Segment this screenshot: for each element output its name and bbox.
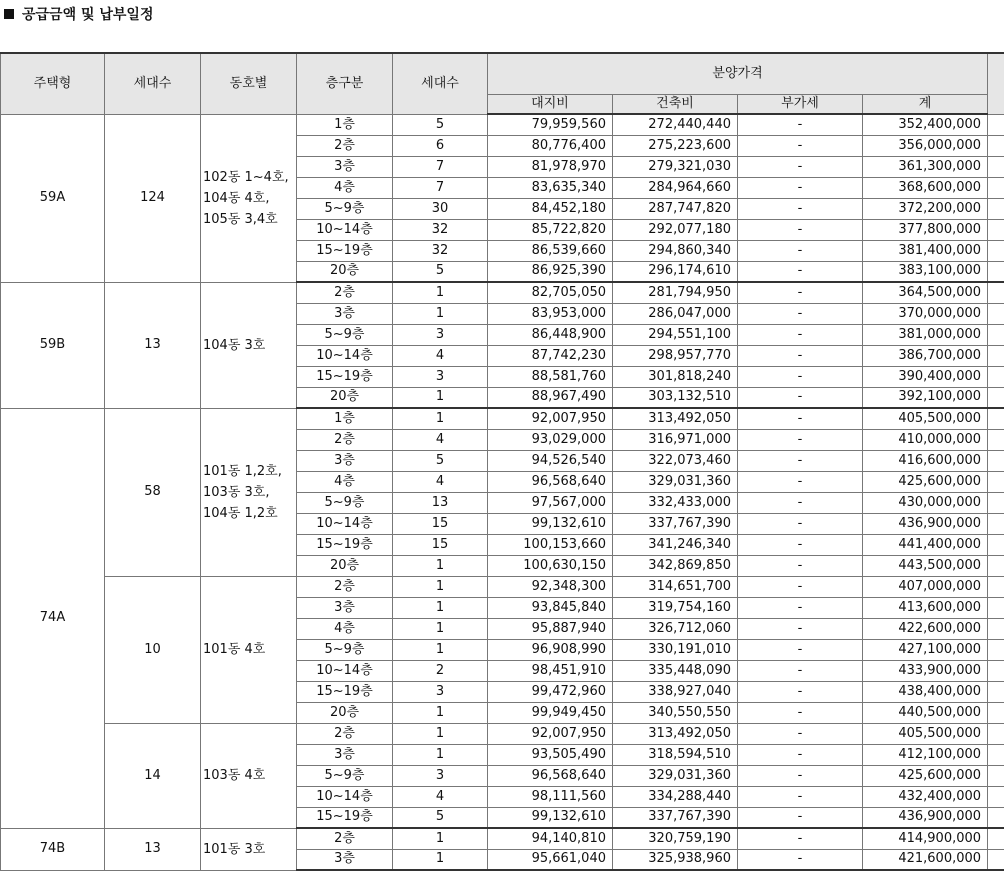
cell-cut-off [988,723,1004,744]
cell-cut-off [988,387,1004,408]
cell-cut-off [988,492,1004,513]
cell-total: 390,400,000 [863,366,988,387]
cell-land: 94,526,540 [488,450,613,471]
cell-land: 100,153,660 [488,534,613,555]
cell-land: 99,472,960 [488,681,613,702]
cell-floor: 2층 [297,135,393,156]
cell-total: 386,700,000 [863,345,988,366]
cell-cut-off [988,597,1004,618]
cell-cut-off [988,429,1004,450]
cell-cut-off [988,849,1004,870]
cell-vat: - [738,786,863,807]
cell-total: 405,500,000 [863,408,988,429]
table-row [1,282,1004,303]
cell-floor-units: 2 [393,660,488,681]
cell-floor: 15~19층 [297,240,393,261]
cell-building: 286,047,000 [613,303,738,324]
cell-floor-units: 15 [393,513,488,534]
cell-total: 381,000,000 [863,324,988,345]
cell-land: 87,742,230 [488,345,613,366]
table-row [1,408,1004,429]
cell-floor: 5~9층 [297,198,393,219]
cell-cut-off [988,177,1004,198]
cell-cut-off [988,324,1004,345]
cell-cut-off [988,555,1004,576]
cell-land: 92,007,950 [488,723,613,744]
cell-building: 287,747,820 [613,198,738,219]
cell-vat: - [738,135,863,156]
cell-floor-units: 4 [393,471,488,492]
cell-building: 318,594,510 [613,744,738,765]
cell-land: 93,029,000 [488,429,613,450]
cell-total: 372,200,000 [863,198,988,219]
cell-floor-units: 5 [393,450,488,471]
cell-floor: 15~19층 [297,807,393,828]
cell-floor: 3층 [297,849,393,870]
cell-floor-units: 30 [393,198,488,219]
cell-floor-units: 1 [393,597,488,618]
cell-floor: 3층 [297,597,393,618]
cell-vat: - [738,303,863,324]
cell-vat: - [738,387,863,408]
cell-floor: 3층 [297,303,393,324]
cell-land: 98,451,910 [488,660,613,681]
cell-cut-off [988,156,1004,177]
cell-building: 313,492,050 [613,408,738,429]
cell-type: 59B [1,282,105,408]
cell-land: 95,887,940 [488,618,613,639]
cell-vat: - [738,534,863,555]
cell-cut-off [988,744,1004,765]
cell-floor: 1층 [297,114,393,135]
cell-type: 59A [1,114,105,282]
cell-land: 81,978,970 [488,156,613,177]
price-table-body [1,114,1004,870]
cell-land: 79,959,560 [488,114,613,135]
cell-total: 370,000,000 [863,303,988,324]
cell-total: 432,400,000 [863,786,988,807]
cell-dong-ho: 101동 4호 [201,576,297,723]
cell-vat: - [738,513,863,534]
cell-vat: - [738,240,863,261]
cell-vat: - [738,345,863,366]
cell-floor-units: 4 [393,429,488,450]
section-title-text: 공급금액 및 납부일정 [22,7,154,23]
cell-floor-units: 5 [393,114,488,135]
cell-vat: - [738,156,863,177]
cell-floor: 4층 [297,177,393,198]
header-floor-units: 세대수 [393,53,488,114]
cell-land: 100,630,150 [488,555,613,576]
cell-floor: 20층 [297,702,393,723]
cell-vat: - [738,429,863,450]
cell-land: 86,925,390 [488,261,613,282]
cell-building: 341,246,340 [613,534,738,555]
cell-land: 99,132,610 [488,513,613,534]
cell-cut-off [988,450,1004,471]
cell-vat: - [738,282,863,303]
cell-floor-units: 4 [393,345,488,366]
cell-land: 80,776,400 [488,135,613,156]
cell-building: 320,759,190 [613,828,738,849]
cell-cut-off [988,618,1004,639]
cell-land: 98,111,560 [488,786,613,807]
cell-total: 407,000,000 [863,576,988,597]
header-floor: 층구분 [297,53,393,114]
cell-floor-units: 3 [393,681,488,702]
cell-total: 438,400,000 [863,681,988,702]
cell-land: 97,567,000 [488,492,613,513]
cell-building: 319,754,160 [613,597,738,618]
table-row [1,723,1004,744]
cell-floor-units: 5 [393,261,488,282]
cell-total: 410,000,000 [863,429,988,450]
cell-floor: 10~14층 [297,345,393,366]
cell-floor: 20층 [297,261,393,282]
cell-floor-units: 3 [393,765,488,786]
cell-floor-units: 3 [393,366,488,387]
cell-total: 436,900,000 [863,807,988,828]
cell-land: 83,953,000 [488,303,613,324]
cell-cut-off [988,261,1004,282]
cell-floor-units: 1 [393,387,488,408]
cell-cut-off [988,534,1004,555]
cell-vat: - [738,618,863,639]
cell-land: 84,452,180 [488,198,613,219]
cell-total: 433,900,000 [863,660,988,681]
cell-floor: 20층 [297,387,393,408]
cell-floor-units: 1 [393,639,488,660]
cell-building: 298,957,770 [613,345,738,366]
cell-building: 303,132,510 [613,387,738,408]
cell-floor-units: 1 [393,744,488,765]
cell-total: 441,400,000 [863,534,988,555]
cell-vat: - [738,198,863,219]
cell-total: 381,400,000 [863,240,988,261]
cell-land: 88,581,760 [488,366,613,387]
cell-cut-off [988,471,1004,492]
cell-floor: 2층 [297,828,393,849]
price-table-container [0,52,1004,878]
cell-total: 356,000,000 [863,135,988,156]
square-bullet-icon [4,9,14,19]
cell-floor-units: 32 [393,240,488,261]
cell-vat: - [738,177,863,198]
cell-land: 99,132,610 [488,807,613,828]
cell-land: 93,845,840 [488,597,613,618]
cell-vat: - [738,555,863,576]
cell-building: 326,712,060 [613,618,738,639]
cell-land: 96,568,640 [488,471,613,492]
cell-total: 425,600,000 [863,765,988,786]
cell-building: 284,964,660 [613,177,738,198]
cell-building: 337,767,390 [613,513,738,534]
cell-vat: - [738,219,863,240]
cell-total: 416,600,000 [863,450,988,471]
cell-total: 427,100,000 [863,639,988,660]
cell-floor-units: 1 [393,828,488,849]
cell-vat: - [738,597,863,618]
section-title [4,4,153,24]
cell-total: 361,300,000 [863,156,988,177]
cell-building: 272,440,440 [613,114,738,135]
cell-vat: - [738,576,863,597]
cell-cut-off [988,282,1004,303]
cell-vat: - [738,681,863,702]
cell-land: 83,635,340 [488,177,613,198]
cell-floor-units: 1 [393,303,488,324]
cell-building: 294,860,340 [613,240,738,261]
cell-cut-off [988,513,1004,534]
cell-vat: - [738,807,863,828]
header-dong-ho: 동호별 [201,53,297,114]
cell-floor: 4층 [297,618,393,639]
cell-total: 440,500,000 [863,702,988,723]
cell-building: 313,492,050 [613,723,738,744]
cell-floor: 3층 [297,744,393,765]
header-vat: 부가세 [738,94,863,114]
cell-building: 332,433,000 [613,492,738,513]
cell-total: 377,800,000 [863,219,988,240]
cell-building: 314,651,700 [613,576,738,597]
cell-floor: 2층 [297,282,393,303]
cell-floor: 5~9층 [297,639,393,660]
cell-cut-off [988,240,1004,261]
cell-cut-off [988,114,1004,135]
cell-floor-units: 1 [393,723,488,744]
header-building: 건축비 [613,94,738,114]
cell-dong-ho: 101동 3호 [201,828,297,870]
cell-vat: - [738,366,863,387]
cell-cut-off [988,660,1004,681]
cell-vat: - [738,765,863,786]
cell-floor: 5~9층 [297,765,393,786]
cell-land: 85,722,820 [488,219,613,240]
cell-cut-off [988,576,1004,597]
cell-floor-units: 7 [393,177,488,198]
header-price-group: 분양가격 [488,53,988,94]
cell-floor-units: 5 [393,807,488,828]
cell-building: 335,448,090 [613,660,738,681]
cell-vat: - [738,702,863,723]
cell-floor: 15~19층 [297,534,393,555]
cell-total: 392,100,000 [863,387,988,408]
cell-type: 74A [1,408,105,828]
cell-total: 430,000,000 [863,492,988,513]
cell-building: 330,191,010 [613,639,738,660]
cell-floor: 15~19층 [297,366,393,387]
cell-floor-units: 1 [393,282,488,303]
table-row [1,114,1004,135]
cell-land: 94,140,810 [488,828,613,849]
cell-cut-off [988,219,1004,240]
table-row [1,828,1004,849]
cell-cut-off [988,786,1004,807]
cell-units: 124 [105,114,201,282]
price-table [0,52,1004,871]
cell-units: 10 [105,576,201,723]
cell-land: 92,007,950 [488,408,613,429]
cell-vat: - [738,723,863,744]
cell-cut-off [988,681,1004,702]
cell-total: 412,100,000 [863,744,988,765]
cell-vat: - [738,450,863,471]
cell-type: 74B [1,828,105,870]
cell-units: 14 [105,723,201,828]
cell-floor-units: 6 [393,135,488,156]
cell-land: 96,908,990 [488,639,613,660]
cell-cut-off [988,135,1004,156]
cell-vat: - [738,744,863,765]
cell-vat: - [738,492,863,513]
cell-total: 383,100,000 [863,261,988,282]
cell-vat: - [738,261,863,282]
cell-cut-off [988,408,1004,429]
cell-floor: 2층 [297,576,393,597]
cell-dong-ho: 101동 1,2호, 103동 3호, 104동 1,2호 [201,408,297,576]
cell-dong-ho: 104동 3호 [201,282,297,408]
cell-building: 342,869,850 [613,555,738,576]
cell-total: 414,900,000 [863,828,988,849]
cell-floor: 3층 [297,156,393,177]
cell-building: 316,971,000 [613,429,738,450]
cell-land: 96,568,640 [488,765,613,786]
cell-building: 322,073,460 [613,450,738,471]
cell-floor: 2층 [297,723,393,744]
cell-floor: 10~14층 [297,786,393,807]
header-type: 주택형 [1,53,105,114]
cell-building: 294,551,100 [613,324,738,345]
cell-building: 334,288,440 [613,786,738,807]
cell-cut-off [988,807,1004,828]
cell-vat: - [738,828,863,849]
cell-cut-off [988,702,1004,723]
cell-total: 352,400,000 [863,114,988,135]
cell-building: 325,938,960 [613,849,738,870]
cell-building: 340,550,550 [613,702,738,723]
cell-floor-units: 7 [393,156,488,177]
cell-land: 86,448,900 [488,324,613,345]
cell-floor-units: 4 [393,786,488,807]
cell-total: 436,900,000 [863,513,988,534]
cell-building: 292,077,180 [613,219,738,240]
cell-total: 364,500,000 [863,282,988,303]
cell-floor-units: 15 [393,534,488,555]
cell-floor-units: 3 [393,324,488,345]
cell-vat: - [738,114,863,135]
cell-dong-ho: 103동 4호 [201,723,297,828]
cell-units: 13 [105,828,201,870]
cell-land: 86,539,660 [488,240,613,261]
cell-floor: 4층 [297,471,393,492]
cell-total: 413,600,000 [863,597,988,618]
cell-cut-off [988,765,1004,786]
cell-floor: 5~9층 [297,492,393,513]
cell-cut-off [988,303,1004,324]
cell-building: 329,031,360 [613,765,738,786]
cell-floor-units: 32 [393,219,488,240]
cell-floor: 15~19층 [297,681,393,702]
cell-floor: 10~14층 [297,219,393,240]
cell-total: 421,600,000 [863,849,988,870]
cell-cut-off [988,366,1004,387]
cell-floor-units: 1 [393,555,488,576]
cell-floor-units: 1 [393,618,488,639]
cell-building: 329,031,360 [613,471,738,492]
cell-cut-off [988,198,1004,219]
cell-total: 425,600,000 [863,471,988,492]
cell-building: 279,321,030 [613,156,738,177]
cell-land: 92,348,300 [488,576,613,597]
cell-building: 301,818,240 [613,366,738,387]
cell-land: 93,505,490 [488,744,613,765]
cell-floor-units: 1 [393,849,488,870]
cell-land: 88,967,490 [488,387,613,408]
cell-total: 368,600,000 [863,177,988,198]
cell-floor: 1층 [297,408,393,429]
cell-dong-ho: 102동 1~4호, 104동 4호, 105동 3,4호 [201,114,297,282]
header-land: 대지비 [488,94,613,114]
cell-building: 337,767,390 [613,807,738,828]
cell-units: 58 [105,408,201,576]
header-cut-off [988,53,1004,114]
cell-total: 405,500,000 [863,723,988,744]
cell-floor-units: 1 [393,408,488,429]
cell-floor-units: 1 [393,576,488,597]
cell-floor: 20층 [297,555,393,576]
cell-floor: 5~9층 [297,324,393,345]
cell-total: 422,600,000 [863,618,988,639]
cell-floor: 3층 [297,450,393,471]
cell-units: 13 [105,282,201,408]
header-total: 계 [863,94,988,114]
cell-building: 275,223,600 [613,135,738,156]
cell-total: 443,500,000 [863,555,988,576]
cell-floor: 10~14층 [297,660,393,681]
cell-vat: - [738,408,863,429]
cell-floor: 2층 [297,429,393,450]
cell-vat: - [738,849,863,870]
cell-building: 338,927,040 [613,681,738,702]
cell-vat: - [738,639,863,660]
cell-floor-units: 1 [393,702,488,723]
cell-cut-off [988,828,1004,849]
cell-building: 296,174,610 [613,261,738,282]
header-units: 세대수 [105,53,201,114]
cell-floor-units: 13 [393,492,488,513]
cell-vat: - [738,660,863,681]
cell-land: 82,705,050 [488,282,613,303]
cell-building: 281,794,950 [613,282,738,303]
cell-vat: - [738,471,863,492]
cell-land: 99,949,450 [488,702,613,723]
cell-vat: - [738,324,863,345]
cell-cut-off [988,639,1004,660]
table-row [1,576,1004,597]
cell-cut-off [988,345,1004,366]
cell-floor: 10~14층 [297,513,393,534]
cell-land: 95,661,040 [488,849,613,870]
